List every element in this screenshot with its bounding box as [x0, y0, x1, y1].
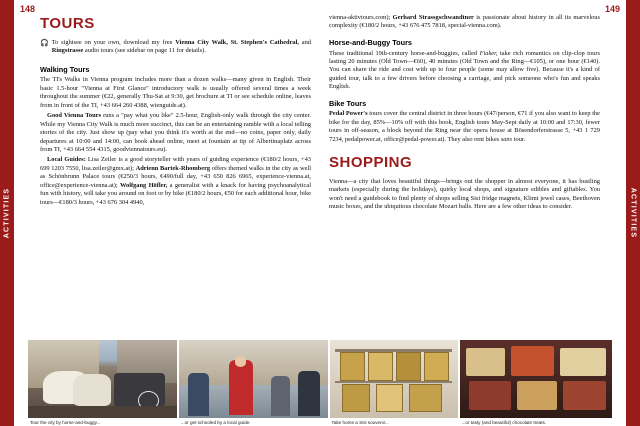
photo-sisi-souvenirs-caption: Take home a Sisi souvenir... [330, 419, 458, 426]
horse-buggy-paragraph: These traditional 19th-century horse-and-buggies, called Fiaker, take rich romantics on clip-clop tours lasting 20 minutes (Old Town—€60), 40 minutes (Old Town and the Ring—€105), or one hour (€140). You can share the ride and cost with up to four people (some may allow five). Because it's a kind of guided tour, talk to a few drivers before choosing a carriage, and pick someone who's fun and speaks English. [329, 49, 600, 91]
continued-paragraph: vienna-aktivtours.com); Gerhard Strassgschwandtner is passionate about history in all its marvelous complexity (€180/2 hours, +43 676 475 7818, special-vienna.com). [329, 14, 600, 30]
photo-local-guide-image [179, 340, 328, 418]
left-page-tab [0, 0, 14, 426]
folio-right: 149 [604, 4, 620, 14]
photo-horse-buggy-image [28, 340, 177, 418]
photo-chocolate-treats-image [460, 340, 612, 418]
photo-chocolate-treats-caption: ...or tasty (and beautiful) chocolate treats. [460, 419, 612, 426]
photo-horse-buggy-caption: Tour the city by horse-and-buggy... [28, 419, 177, 426]
photo-horse-buggy [28, 340, 177, 426]
heading-horse-buggy-tours: Horse-and-Buggy Tours [329, 37, 412, 47]
photo-strip [28, 340, 612, 426]
text-columns [40, 14, 600, 336]
folio-left: 148 [20, 4, 36, 14]
column-right [329, 14, 600, 336]
heading-walking-tours: Walking Tours [40, 64, 90, 74]
headphones-icon: 🎧 [40, 38, 49, 47]
photo-chocolate-treats [460, 340, 612, 426]
page-title-shopping: SHOPPING [329, 154, 413, 172]
local-guides-paragraph: Local Guides: Lisa Zeiler is a good storyteller with years of guiding experience (€180/2 hours, +43 699 1203 7550, lisa.zeiler@gmx.at); Adrienn Bartek-Rhomberg offers themed walks in the city as well as Schönbrunn Palace tours (€250/3 hours, €490/full day, +43 650 826 6965, experience-vienna.at, office@experience-vienna.at); Wolfgang Höfler, a generalist with a knack for having psychoanalytical fun with history, will take you around on foot or by bike (€180/2 hours, €50 for each additional hour, bike tours—€180/3 hours, +43 676 304 4940, [40, 156, 311, 206]
bike-tours-paragraph: Pedal Power's tours cover the central district in three hours (€47/person, €71 if you also want to keep the bike for the day, 85%—10% off with this book, English tours May-Sept daily at 10:00 and 17:30, fewer tours in off-season, a block beyond the Ring near the opera house at Bösendorferstrasse 5, +43 1 729 7234, pedalpower.at, office@pedal-power.at). They also rent bikes sans tour. [329, 110, 601, 143]
page-content [14, 0, 626, 426]
shopping-paragraph: Vienna—a city that loves beautiful things—brings out the shopper in almost everyone, it has bustling markets (especially during the holidays), quirky local shops, and signature edibles and giftables. You won't need a guidebook to find plenty of shops selling Sisi fridge magnets, Klimt jewel cases, Beethoven music boxes, and the ubiquitous chocolate Mozart balls. Here are a few other ideas to consider. [329, 178, 600, 211]
page-title-tours: TOURS [40, 15, 95, 32]
walking-tours-paragraph: The TI's Walks in Vienna program includes more than a dozen walks—many given in English. Their basic 1.5-hour "Vienna at First Glance" introductory walk is usually offered several times a week throughout the summer (€22, generally Thu-Sat at 9:30, get brochure at TI or see schedule online, leaves from in front of the TI, +43 664 260 4388, wienguide.at). [40, 76, 311, 109]
photo-sisi-souvenirs [330, 340, 458, 426]
audio-tour-tip [40, 39, 311, 58]
left-tab-label: ACTIVITIES [3, 187, 11, 239]
photo-local-guide [179, 340, 328, 426]
photo-sisi-souvenirs-image [330, 340, 458, 418]
right-page-tab [626, 0, 640, 426]
photo-local-guide-caption: ...or get schooled by a local guide. [179, 419, 328, 426]
heading-bike-tours: Bike Tours [329, 98, 367, 108]
audio-tour-tip-text: To sightsee on your own, download my free Vienna City Walk, St. Stephen's Cathedral, and Ringstrasse audio tours (see sidebar on page 11 for details). [51, 38, 312, 55]
column-left [40, 14, 311, 336]
good-vienna-tours-paragraph: Good Vienna Tours runs a "pay what you like" 2.5-hour, English-only walk through the city center. While my Vienna City Walk is much more succinct, this can be an entertaining ramble with a local telling stories of the city. Just show up (pay what you think it's worth at the end—no coins, paper only, daily departures at 10:00 and 14:00, can book ahead online, meet at fountain at tip of Albertinaplatz across from TI, +43 664 554 4315, goodviennatours.eu). [40, 112, 311, 153]
right-tab-label: ACTIVITIES [629, 187, 637, 239]
